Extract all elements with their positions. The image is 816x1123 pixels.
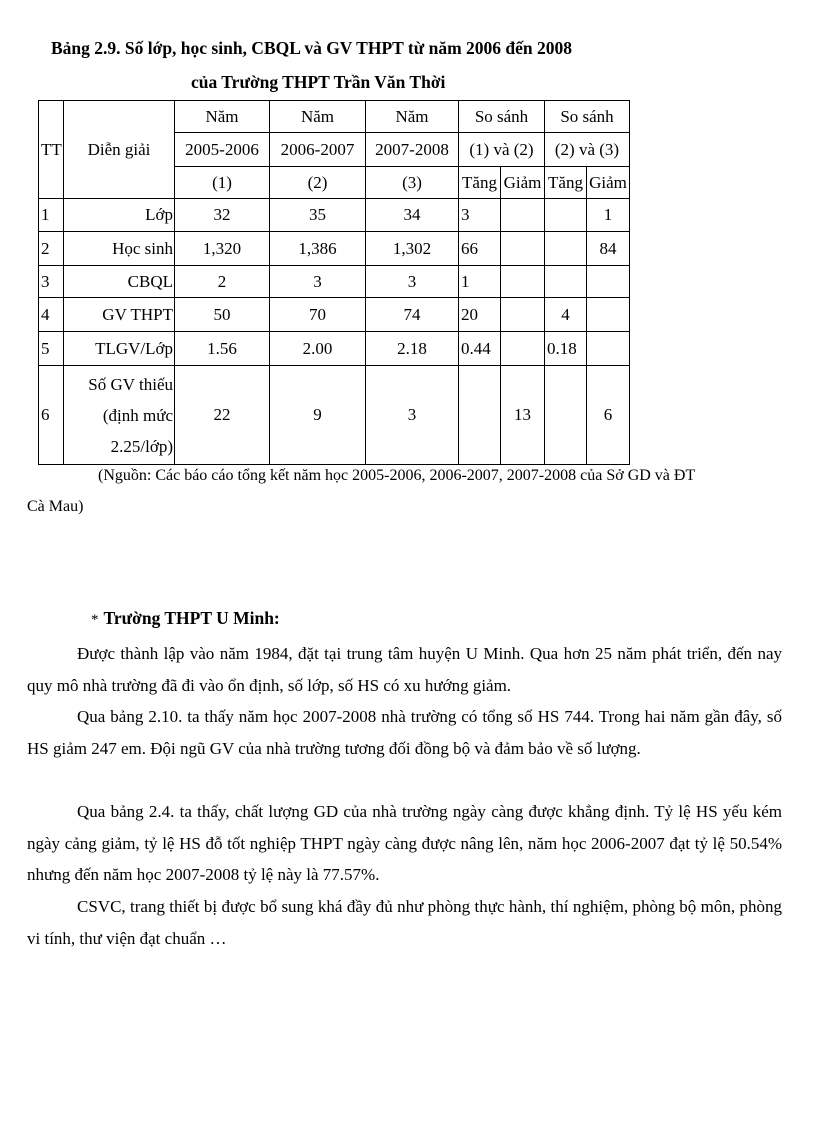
row-giam-12 [501, 199, 545, 232]
row-giam-23 [587, 266, 630, 298]
row-value: 3 [270, 266, 366, 298]
header-nam-2: Năm [270, 101, 366, 133]
row-value: 1,386 [270, 232, 366, 266]
paragraph-text: Qua bảng 2.10. ta thấy năm học 2007-2008 nhà trường có tổng số HS 744. Trong hai năm gần đây, số HS giảm 247 em. Đội ngũ GV của nhà trường tương đối đồng bộ và đảm bảo về số lượng. [27, 707, 782, 758]
row-tt: 3 [39, 266, 64, 298]
row-tt: 6 [39, 366, 64, 465]
row-giam-23: 84 [587, 232, 630, 266]
row-value: 22 [175, 366, 270, 465]
paragraph [27, 891, 782, 954]
source-line1: (Nguồn: Các báo cáo tổng kết năm học 2005-2006, 2006-2007, 2007-2008 của Sở GD và ĐT [98, 467, 696, 484]
row-tang-12: 20 [459, 298, 501, 332]
header-code-3: (3) [366, 167, 459, 199]
row-value: 3 [366, 366, 459, 465]
row-tang-12: 3 [459, 199, 501, 232]
header-compare-1: (1) và (2) [459, 133, 545, 167]
table-row [39, 232, 630, 266]
row-value: 70 [270, 298, 366, 332]
row-tang-23 [545, 199, 587, 232]
table-row [39, 366, 630, 465]
header-year-2: 2006-2007 [270, 133, 366, 167]
header-tt: TT [39, 101, 64, 199]
header-compare-2: (2) và (3) [545, 133, 630, 167]
table-row [39, 298, 630, 332]
row-giam-12 [501, 332, 545, 366]
row-name: TLGV/Lớp [64, 332, 175, 366]
row-name-multiline [64, 366, 175, 465]
row-value: 1,320 [175, 232, 270, 266]
row-value: 3 [366, 266, 459, 298]
row-value: 74 [366, 298, 459, 332]
paragraph-text: Qua bảng 2.4. ta thấy, chất lượng GD của nhà trường ngày càng được khẳng định. Tỷ lệ HS yếu kém ngày cảng giảm, tỷ lệ HS đỗ tốt nghiệp THPT ngày càng được nâng lên, năm học 2006-2007 đạt tỷ lệ 50.54% nhưng đến năm học 2007-2008 tỷ lệ này là 77.57%. [27, 802, 782, 884]
header-so-sanh-2: So sánh [545, 101, 630, 133]
row-giam-23: 6 [587, 366, 630, 465]
row-tang-12: 0.44 [459, 332, 501, 366]
header-tang-2: Tăng [545, 167, 587, 199]
row-name: CBQL [64, 266, 175, 298]
row-value: 50 [175, 298, 270, 332]
bullet-star: * [91, 612, 99, 628]
paragraph-text: CSVC, trang thiết bị được bổ sung khá đầy đủ như phòng thực hành, thí nghiệm, phòng bộ môn, phòng vi tính, thư viện đạt chuẩn … [27, 897, 782, 948]
row-name: GV THPT [64, 298, 175, 332]
row-giam-12: 13 [501, 366, 545, 465]
row-giam-12 [501, 266, 545, 298]
row-tang-23 [545, 232, 587, 266]
row-giam-23 [587, 298, 630, 332]
statistics-table [38, 100, 630, 465]
row-tang-12: 1 [459, 266, 501, 298]
row-value: 35 [270, 199, 366, 232]
header-year-3: 2007-2008 [366, 133, 459, 167]
row-tang-23: 0.18 [545, 332, 587, 366]
row-giam-23 [587, 332, 630, 366]
row-tang-23 [545, 266, 587, 298]
row-name: Lớp [64, 199, 175, 232]
paragraph [27, 638, 782, 701]
row-value: 2.18 [366, 332, 459, 366]
table-row [39, 199, 630, 232]
row-tang-23: 4 [545, 298, 587, 332]
row-tang-23 [545, 366, 587, 465]
table-row [39, 332, 630, 366]
row-tt: 2 [39, 232, 64, 266]
header-code-1: (1) [175, 167, 270, 199]
header-nam-1: Năm [175, 101, 270, 133]
table-row [39, 266, 630, 298]
row-tang-12 [459, 366, 501, 465]
header-nam-3: Năm [366, 101, 459, 133]
section-title: Trường THPT U Minh: [103, 608, 280, 628]
row-giam-23: 1 [587, 199, 630, 232]
row-name-line3: 2.25/lớp) [110, 436, 173, 456]
row-tt: 4 [39, 298, 64, 332]
source-line2: Cà Mau) [27, 498, 84, 515]
row-value: 1,302 [366, 232, 459, 266]
header-giam-1: Giảm [501, 167, 545, 199]
row-value: 32 [175, 199, 270, 232]
row-name-line2: (định mức [102, 405, 173, 425]
row-value: 9 [270, 366, 366, 465]
row-value: 34 [366, 199, 459, 232]
paragraph-text: Được thành lập vào năm 1984, đặt tại trung tâm huyện U Minh. Qua hơn 25 năm phát triển, đến nay quy mô nhà trường đã đi vào ổn định, số lớp, số HS có xu hướng giảm. [27, 644, 782, 695]
row-giam-12 [501, 298, 545, 332]
row-value: 1.56 [175, 332, 270, 366]
row-tt: 1 [39, 199, 64, 232]
row-name: Học sinh [64, 232, 175, 266]
table-caption-line1: Bảng 2.9. Số lớp, học sinh, CBQL và GV THPT từ năm 2006 đến 2008 [51, 38, 573, 58]
row-value: 2.00 [270, 332, 366, 366]
row-name-line1: Số GV thiếu [88, 374, 173, 394]
header-code-2: (2) [270, 167, 366, 199]
header-tang-1: Tăng [459, 167, 501, 199]
section-heading [91, 608, 280, 629]
row-tt: 5 [39, 332, 64, 366]
row-giam-12 [501, 232, 545, 266]
row-value: 2 [175, 266, 270, 298]
table-caption-line2: của Trường THPT Trần Văn Thời [191, 72, 446, 92]
paragraph [27, 796, 782, 891]
row-tang-12: 66 [459, 232, 501, 266]
header-giam-2: Giảm [587, 167, 630, 199]
header-year-1: 2005-2006 [175, 133, 270, 167]
header-dien-giai: Diễn giải [64, 101, 175, 199]
paragraph [27, 701, 782, 764]
header-so-sanh-1: So sánh [459, 101, 545, 133]
